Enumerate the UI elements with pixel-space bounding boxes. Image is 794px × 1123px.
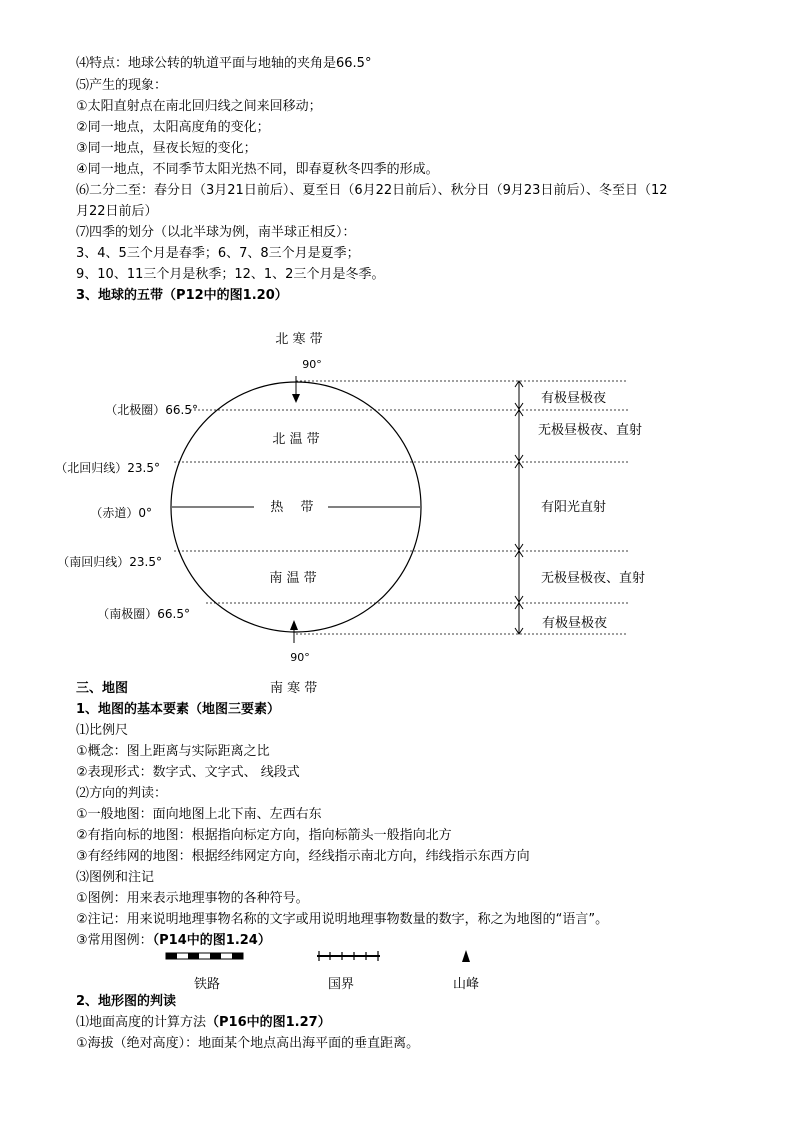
text-line: 9、10、11三个月是秋季；12、1、2三个月是冬季。 — [76, 267, 385, 282]
text-line: ⑸产生的现象： — [76, 78, 168, 93]
heading-map-elements: 1、地图的基本要素（地图三要素） — [76, 702, 281, 717]
text-line: 3、4、5三个月是春季；6、7、8三个月是夏季； — [76, 246, 360, 261]
label-south-temperate: 南 温 带 — [269, 571, 317, 586]
section-map-heading: 三、地图 — [76, 681, 129, 696]
text-line: ①图例：用来表示地理事物的各种符号。 — [76, 891, 309, 906]
label-right-1: 有极昼极夜 — [541, 391, 607, 406]
text-line: ③有经纬网的地图：根据经纬网定方向，经线指示南北方向，纬线指示东西方向 — [76, 849, 530, 864]
label-right-3: 有阳光直射 — [541, 500, 607, 515]
text-line: ②有指向标的地图：根据指向标定方向，指向标箭头一般指向北方 — [76, 828, 452, 843]
label-bottom-angle: 90° — [290, 651, 310, 664]
text-line: 月22日前后） — [76, 204, 158, 219]
label-top-zone: 北 寒 带 — [275, 332, 323, 347]
label-tropical: 热 带 — [270, 500, 314, 515]
bottom-arrow-head — [290, 620, 298, 630]
text-line: ③同一地点，昼夜长短的变化； — [76, 141, 257, 156]
text-line: ⑷特点：地球公转的轨道平面与地轴的夹角是66.5° — [76, 56, 372, 71]
text-line: ⑴比例尺 — [76, 723, 129, 738]
heading-five-zones: 3、地球的五带（P12中的图1.20） — [76, 288, 288, 303]
legend-intro-ref: （P14中的图1.24） — [152, 933, 271, 948]
top-arrow-head — [292, 394, 300, 403]
border-symbol — [316, 948, 382, 964]
text-line: ①海拔（绝对高度）：地面某个地点高出海平面的垂直距离。 — [76, 1036, 420, 1051]
text-line: ②表现形式：数字式、文字式、 线段式 — [76, 765, 300, 780]
five-zones-diagram — [0, 300, 794, 700]
label-right-2: 无极昼极夜、直射 — [538, 423, 643, 438]
text-line: ①太阳直射点在南北回归线之间来回移动； — [76, 99, 322, 114]
altitude-line — [76, 1014, 331, 1032]
text-line: ⑺四季的划分（以北半球为例，南半球正相反）： — [76, 225, 356, 240]
text-line: ①一般地图：面向地图上北下南、左西右东 — [76, 807, 322, 822]
legend-intro-prefix: ③常用图例： — [76, 933, 153, 948]
legend-peak-label: 山峰 — [453, 977, 480, 992]
text-line: ④同一地点，不同季节太阳光热不同，即春夏秋冬四季的形成。 — [76, 162, 439, 177]
text-line: ⑹二分二至：春分日（3月21日前后）、夏至日（6月22日前后）、秋分日（9月23日前后）、冬至日（12 — [76, 183, 668, 198]
heading-terrain: 2、地形图的判读 — [76, 994, 177, 1009]
label-right-5: 有极昼极夜 — [542, 616, 608, 631]
text-line: ①概念：图上距离与实际距离之比 — [76, 744, 270, 759]
railway-symbol — [165, 948, 245, 964]
legend-border-label: 国界 — [328, 977, 355, 992]
text-line: ⑵方向的判读： — [76, 786, 168, 801]
label-north-temperate: 北 温 带 — [272, 432, 320, 447]
text-line: ⑶图例和注记 — [76, 870, 155, 885]
label-south-polar: （南极圈）66.5° — [97, 607, 190, 621]
label-bottom-zone: 南 寒 带 — [270, 681, 318, 696]
altitude-prefix: ⑴地面高度的计算方法 — [76, 1015, 207, 1030]
text-line: ②同一地点，太阳高度角的变化； — [76, 120, 270, 135]
text-line: ②注记：用来说明地理事物名称的文字或用说明地理事物数量的数字，称之为地图的“语言”。 — [76, 912, 609, 927]
label-top-angle: 90° — [302, 358, 322, 371]
label-tropic-capricorn: （南回归线）23.5° — [57, 555, 162, 569]
label-right-4: 无极昼极夜、直射 — [541, 571, 646, 586]
label-north-polar: （北极圈）66.5° — [105, 403, 198, 417]
label-tropic-cancer: （北回归线）23.5° — [55, 461, 160, 475]
legend-railway-label: 铁路 — [194, 977, 221, 992]
altitude-ref: （P16中的图1.27） — [206, 1015, 331, 1030]
peak-symbol — [459, 948, 473, 964]
label-equator: （赤道）0° — [90, 506, 152, 520]
